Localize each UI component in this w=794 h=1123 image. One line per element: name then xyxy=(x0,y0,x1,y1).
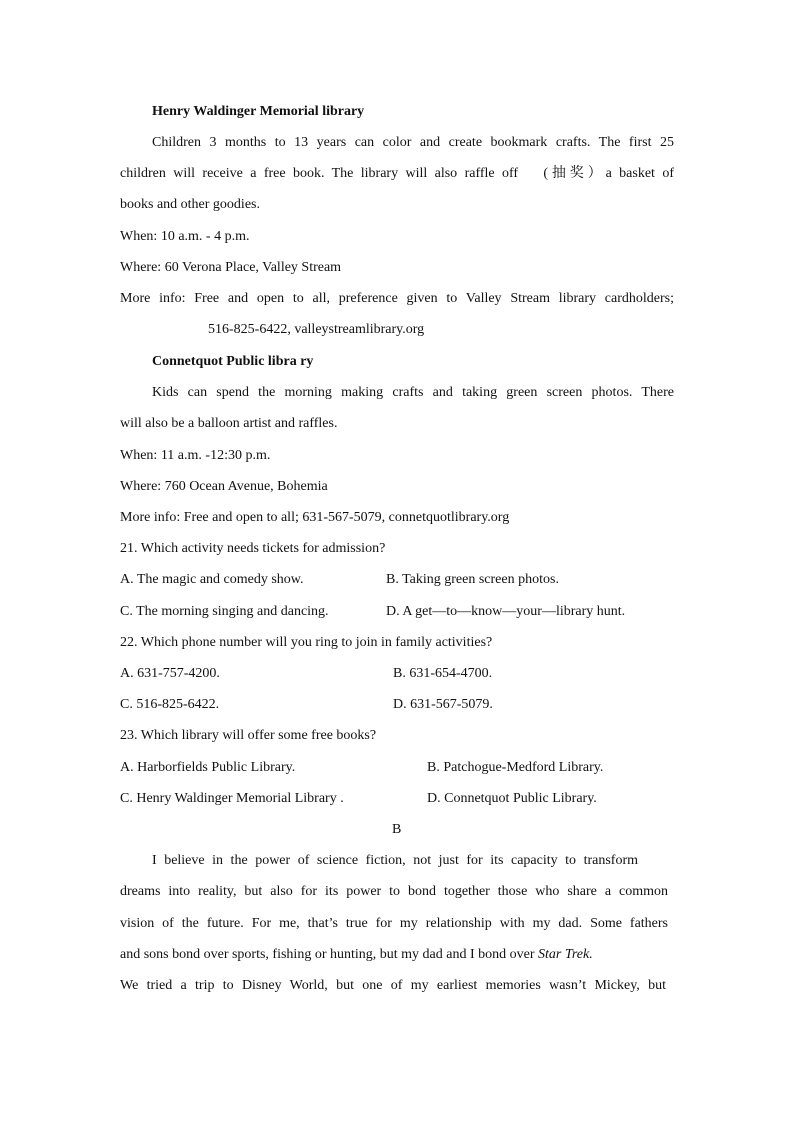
question-23-stem: 23. Which library will offer some free books? xyxy=(120,728,377,743)
question-22-option-a: A. 631-757-4200. xyxy=(120,666,220,681)
henry-library-title: Henry Waldinger Memorial library xyxy=(152,104,365,119)
connetquot-where: Where: 760 Ocean Avenue, Bohemia xyxy=(120,479,328,494)
section-b-label: B xyxy=(392,822,402,837)
question-21-stem: 21. Which activity needs tickets for admission? xyxy=(120,541,386,556)
henry-desc-line-2: children will receive a free book. The library will also raffle off (抽奖）a basket of xyxy=(120,166,674,181)
passage-b-line-3: vision of the future. For me, that’s true for my relationship with my dad. Some fathers xyxy=(120,916,668,931)
henry-desc-line-1: Children 3 months to 13 years can color and create bookmark crafts. The first 25 xyxy=(152,135,674,150)
connetquot-more-info: More info: Free and open to all; 631-567-5079, connetquotlibrary.org xyxy=(120,510,510,525)
connetquot-library-title: Connetquot Public libra ry xyxy=(152,354,314,369)
question-21-option-c: C. The morning singing and dancing. xyxy=(120,604,329,619)
henry-desc-line-3: books and other goodies. xyxy=(120,197,260,212)
question-22-stem: 22. Which phone number will you ring to join in family activities? xyxy=(120,635,493,650)
question-23-option-d: D. Connetquot Public Library. xyxy=(427,791,597,806)
henry-where: Where: 60 Verona Place, Valley Stream xyxy=(120,260,342,275)
henry-when: When: 10 a.m. - 4 p.m. xyxy=(120,229,250,244)
connetquot-desc-line-2: will also be a balloon artist and raffles. xyxy=(120,416,338,431)
question-21-option-a: A. The magic and comedy show. xyxy=(120,572,304,587)
passage-b-line-5: We tried a trip to Disney World, but one of my earliest memories wasn’t Mickey, but xyxy=(120,978,666,993)
connetquot-when: When: 11 a.m. -12:30 p.m. xyxy=(120,448,271,463)
passage-b-line-1: I believe in the power of science fiction, not just for its capacity to transform xyxy=(152,853,638,868)
passage-b-line-2: dreams into reality, but also for its power to bond together those who share a common xyxy=(120,884,668,899)
question-23-option-b: B. Patchogue-Medford Library. xyxy=(427,760,604,775)
question-21-option-b: B. Taking green screen photos. xyxy=(386,572,559,587)
passage-b-line-4 xyxy=(120,945,593,965)
question-22-option-d: D. 631-567-5079. xyxy=(393,697,493,712)
question-23-option-a: A. Harborfields Public Library. xyxy=(120,760,296,775)
star-trek-title: Star Trek. xyxy=(538,947,593,962)
henry-contact: 516-825-6422, valleystreamlibrary.org xyxy=(208,322,425,337)
henry-more-info: More info: Free and open to all, preference given to Valley Stream library cardholders; xyxy=(120,291,674,306)
question-22-option-c: C. 516-825-6422. xyxy=(120,697,220,712)
connetquot-desc-line-1: Kids can spend the morning making crafts and taking green screen photos. There xyxy=(152,385,674,400)
question-22-option-b: B. 631-654-4700. xyxy=(393,666,493,681)
passage-b-line-4-text: and sons bond over sports, fishing or hunting, but my dad and I bond over xyxy=(120,947,535,962)
question-21-option-d: D. A get—to—know—your—library hunt. xyxy=(386,604,626,619)
question-23-option-c: C. Henry Waldinger Memorial Library . xyxy=(120,791,344,806)
